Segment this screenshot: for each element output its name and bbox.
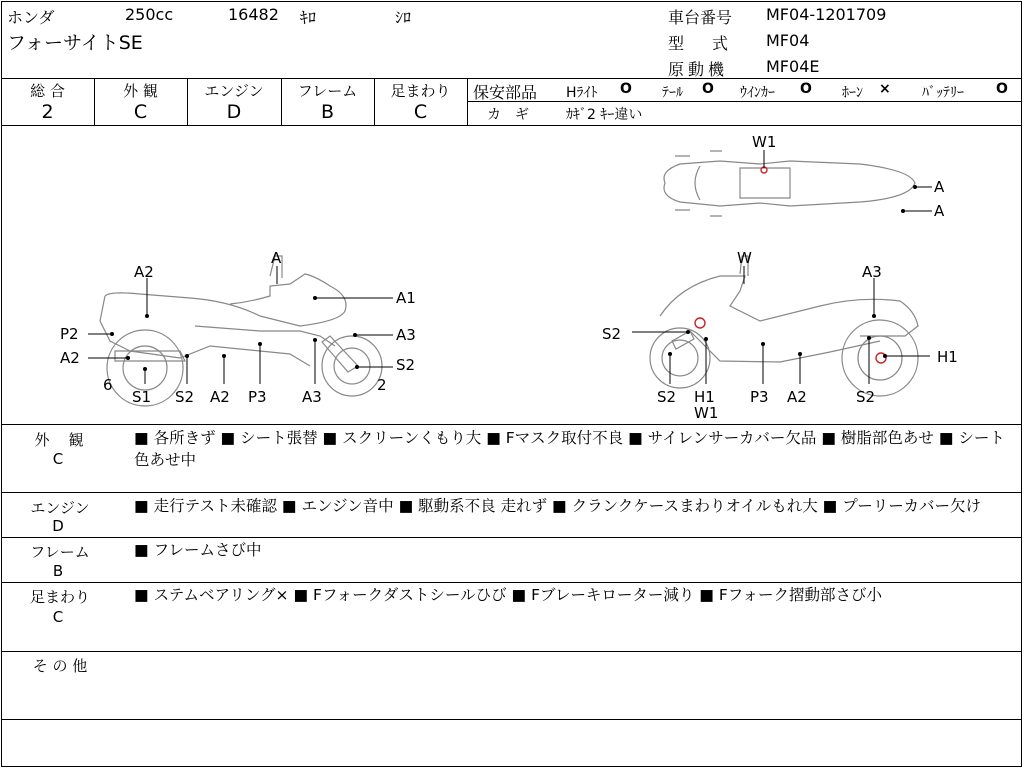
- grade-engine-value: D: [226, 101, 242, 123]
- diag-label: A2: [134, 263, 154, 281]
- grade-frame-label: フレーム: [297, 82, 358, 100]
- diag-label: H1: [937, 348, 958, 366]
- displacement: 250cc: [125, 5, 174, 24]
- section-frame-label: フレーム: [30, 543, 90, 561]
- safety-tail-mark: O: [702, 81, 714, 97]
- diag-label: S1: [132, 388, 152, 406]
- top-view-bike-outline: [664, 151, 915, 216]
- safety-winker-mark: O: [800, 81, 812, 97]
- grade-overall-value: 2: [41, 101, 54, 123]
- diag-label: W1: [752, 133, 777, 151]
- engine-model-label: 原動機: [668, 60, 729, 79]
- diag-label: P2: [60, 325, 79, 343]
- color: ｼﾛ: [395, 8, 412, 27]
- safety-horn-name: ﾎｰﾝ: [842, 85, 863, 101]
- diag-label: A2: [60, 349, 80, 367]
- grade-engine-label: エンジン: [204, 82, 264, 100]
- grade-exterior-value: C: [133, 101, 148, 123]
- grade-suspension-value: C: [413, 101, 428, 123]
- diag-label: H1: [694, 388, 715, 406]
- diag-label: P3: [248, 388, 267, 406]
- safety-horn-mark: ×: [879, 81, 891, 97]
- diag-label: A3: [396, 326, 416, 344]
- section-suspension-grade: C: [52, 608, 64, 626]
- frame-number-label: 車台番号: [668, 8, 733, 27]
- grade-frame-value: B: [320, 101, 335, 123]
- diag-label: 2: [377, 376, 387, 394]
- engine-model-value: MF04E: [766, 57, 820, 76]
- safety-headlight-name: Hﾗｲﾄ: [566, 85, 598, 101]
- diag-label: S2: [657, 388, 677, 406]
- diag-label: S2: [602, 325, 622, 343]
- key-value: ｶｷﾞ2 ｷｰ違い: [566, 107, 643, 123]
- diag-label: W1: [694, 404, 719, 422]
- maker: ホンダ: [7, 8, 55, 27]
- section-engine-label: エンジン: [30, 499, 90, 517]
- safety-headlight-mark: O: [620, 81, 632, 97]
- section-exterior-text: ■ 各所きず ■ シート張替 ■ スクリーンくもり大 ■ Fマスク取付不良 ■ サイレンサーカバー欠品 ■ 樹脂部色あせ ■ シート色あせ中: [134, 429, 1005, 469]
- safety-winker-name: ｳｲﾝｶｰ: [740, 85, 775, 101]
- model-name: フォーサイトSE: [7, 32, 143, 54]
- mileage: 16482: [228, 5, 279, 24]
- diag-label: W: [737, 249, 752, 267]
- diag-label: A1: [396, 289, 416, 307]
- grade-overall-label: 総 合: [30, 82, 65, 100]
- diag-label: A3: [302, 388, 322, 406]
- diag-label: A2: [787, 388, 807, 406]
- key-label: カ ギ: [487, 107, 529, 123]
- section-engine-text: ■ 走行テスト未確認 ■ エンジン音中 ■ 駆動系不良 走れず ■ クランクケースまわりオイルもれ大 ■ プーリーカバー欠け: [134, 497, 981, 515]
- grade-suspension-label: 足まわり: [390, 82, 451, 100]
- section-frame-grade: B: [52, 562, 64, 580]
- damage-mark-h1: [695, 318, 705, 328]
- diag-label: P3: [750, 388, 769, 406]
- section-exterior-grade: C: [52, 450, 64, 468]
- section-other-label: そ の 他: [32, 657, 88, 675]
- frame-number-value: MF04-1201709: [766, 5, 887, 24]
- diag-label: A: [934, 178, 945, 196]
- diag-label: S2: [175, 388, 195, 406]
- section-frame-text: ■ フレームさび中: [134, 541, 262, 559]
- mileage-unit: ｷﾛ: [300, 8, 317, 27]
- diag-label: A2: [210, 388, 230, 406]
- type-label: 型 式: [668, 34, 735, 53]
- diag-label: A: [271, 249, 282, 267]
- diag-label: A: [934, 202, 945, 220]
- diag-label: 6: [103, 376, 113, 394]
- section-exterior-label: 外 観: [34, 431, 86, 449]
- safety-battery-name: ﾊﾞｯﾃﾘｰ: [922, 85, 964, 101]
- safety-tail-name: ﾃｰﾙ: [662, 85, 683, 101]
- safety-battery-mark: O: [996, 81, 1008, 97]
- section-suspension-text: ■ ステムベアリング× ■ Fフォークダストシールひび ■ Fブレーキローター減り ■ Fフォーク摺動部さび小: [134, 586, 883, 604]
- type-value: MF04: [766, 31, 810, 50]
- bike-damage-diagram: [0, 126, 1024, 424]
- grade-exterior-label: 外 観: [123, 82, 158, 100]
- section-engine-grade: D: [52, 517, 64, 535]
- safety-parts-label: 保安部品: [473, 83, 538, 102]
- section-suspension-label: 足まわり: [29, 588, 90, 606]
- diag-label: S2: [856, 388, 876, 406]
- diag-label: S2: [396, 356, 416, 374]
- diag-label: A3: [862, 263, 882, 281]
